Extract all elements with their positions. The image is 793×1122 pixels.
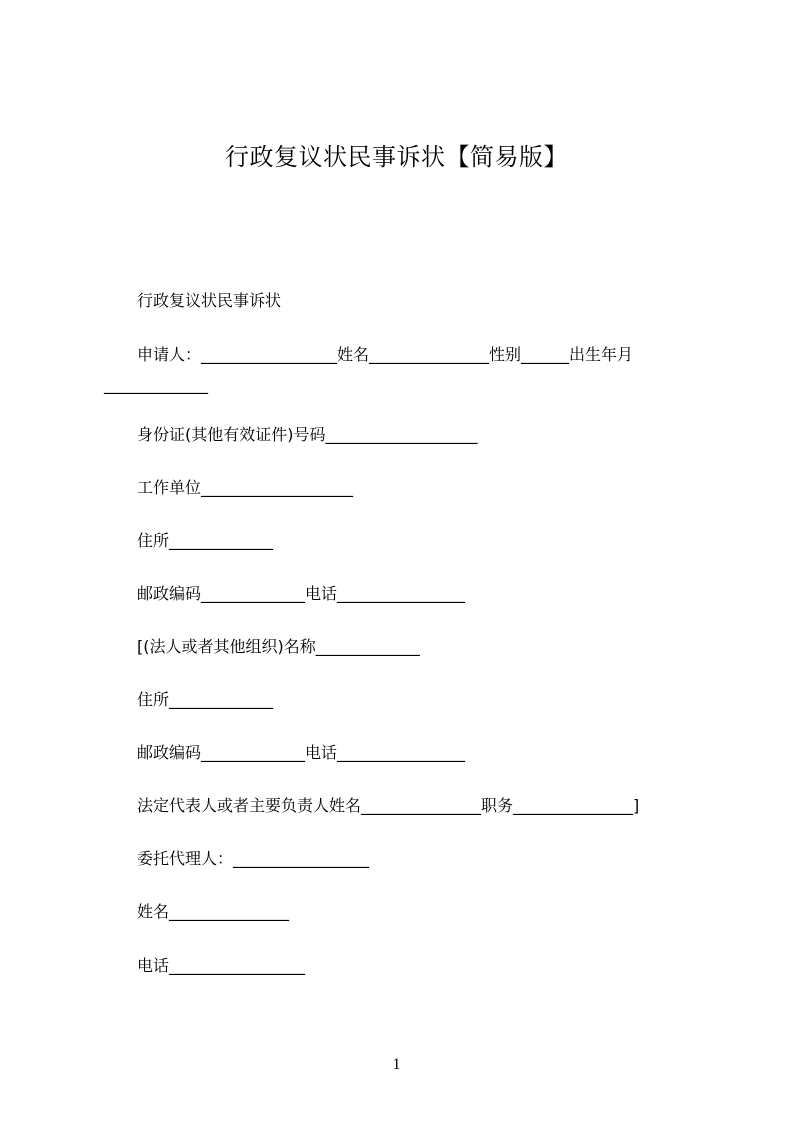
applicant-line: 申请人：_________________姓名_______________性别______出生年月_____________ [104,345,634,394]
agent-phone-line: 电话_________________ [137,956,306,975]
page-title: 行政复议状民事诉状【简易版】 [225,143,568,171]
residence-line: 住所_____________ [137,531,274,550]
organization-residence-line: 住所_____________ [137,690,274,709]
postal-phone-line: 邮政编码_____________电话________________ [137,584,466,603]
legal-representative-line: 法定代表人或者主要负责人姓名_______________职务_______________] [137,796,640,815]
agent-line: 委托代理人：_________________ [137,849,370,868]
organization-postal-phone-line: 邮政编码_____________电话________________ [137,743,466,762]
id-number-line: 身份证(其他有效证件)号码___________________ [137,425,478,444]
agent-name-line: 姓名_______________ [137,902,290,921]
page-number: 1 [392,1056,401,1073]
work-unit-line: 工作单位___________________ [137,478,354,497]
document-subtitle: 行政复议状民事诉状 [137,291,282,310]
organization-name-line: [(法人或者其他组织)名称_____________ [137,637,420,656]
